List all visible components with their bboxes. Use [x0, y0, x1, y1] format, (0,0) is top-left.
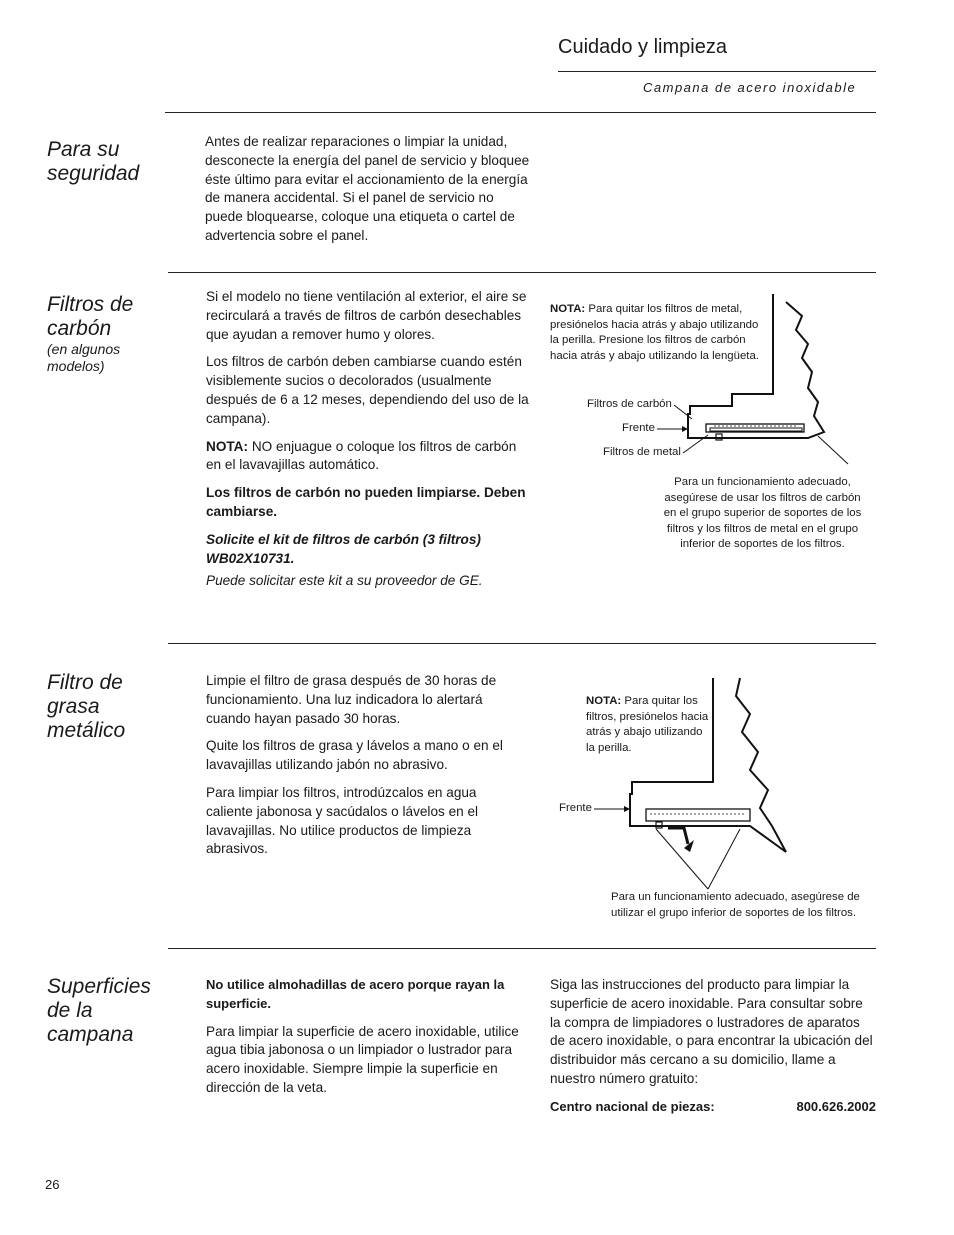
safety-text: Antes de realizar reparaciones o limpiar la unidad, desconecte la energía del panel de servicio y bloquee éste último para evitar el accionamiento de la energía de manera accidental. Si el panel de servicio no puede bloquearse, coloque una etiqueta o cartel de advertencia sobre el panel. — [205, 134, 530, 243]
grease-diagram-note-text: Para quitar los filtros, presiónelos hacia atrás y abajo utilizando la perilla. — [586, 695, 709, 754]
carbon-heading — [47, 293, 157, 375]
surfaces-body-left — [206, 976, 524, 1107]
carbon-diagram-note-text: Para quitar los filtros de metal, presiónelos hacia atrás y abajo utilizando la perilla. Presione los filtros de carbón hacia atrás y abajo utilizando la lengüeta. — [550, 303, 759, 362]
safety-heading-line: Para su — [47, 138, 120, 161]
diagram-label-front: Frente — [559, 802, 592, 814]
carbon-note-label: NOTA: — [206, 438, 249, 454]
carbon-body — [206, 288, 531, 600]
grease-body — [206, 672, 524, 868]
section-divider — [168, 948, 876, 949]
grease-heading-line: metálico — [47, 719, 126, 742]
page-header-subtitle: Campana de acero inoxidable — [643, 80, 857, 95]
grease-diagram-caption: Para un funcionamiento adecuado, asegúrese de utilizar el grupo inferior de soportes de los filtros. — [611, 891, 860, 919]
page-number: 26 — [45, 1177, 60, 1192]
parts-center-phone: 800.626.2002 — [796, 1098, 876, 1114]
grease-paragraph: Quite los filtros de grasa y lávelos a mano o en el lavavajillas utilizando jabón no abrasivo. — [206, 738, 503, 773]
surfaces-body-right — [550, 976, 876, 1118]
grease-heading — [47, 671, 125, 743]
carbon-paragraph: Si el modelo no tiene ventilación al exterior, el aire se recirculará a través de filtros de carbón desechables que ayudan a remover humo y olores. — [206, 289, 527, 342]
section-divider — [168, 643, 876, 644]
section-divider — [168, 272, 876, 273]
carbon-heading-sub: (en algunos modelos) — [47, 341, 121, 374]
grease-filter-diagram — [550, 674, 800, 894]
surfaces-heading-line: de la — [47, 999, 93, 1022]
surfaces-paragraph: Siga las instrucciones del producto para limpiar la superficie de acero inoxidable. Para consultar sobre la compra de limpiadores o lustradores de aparatos de acero inoxidable, o para encontrar la ubicación del distribuidor más cercano a su domicilio, llame a nuestro número gratuito: — [550, 977, 873, 1086]
diagram-label-metal-filters: Filtros de metal — [603, 446, 681, 458]
carbon-heading-line: Filtros de — [47, 293, 134, 316]
grease-heading-line: grasa — [47, 695, 100, 718]
carbon-paragraph: Los filtros de carbón deben cambiarse cuando estén visiblemente sucios o decolorados (usualmente después de 6 a 12 meses, dependiendo del uso de la campana). — [206, 354, 529, 426]
page-header-title: Cuidado y limpieza — [558, 36, 727, 58]
surfaces-heading-line: Superficies — [47, 975, 151, 998]
safety-heading — [47, 138, 139, 186]
surfaces-warning: No utilice almohadillas de acero porque rayan la superficie. — [206, 977, 505, 1011]
surfaces-paragraph: Para limpiar la superficie de acero inoxidable, utilice agua tibia jabonosa o un limpiador o lustrador para acero inoxidable. Siempre limpie la superficie en dirección de la veta. — [206, 1023, 519, 1095]
header-divider — [558, 71, 876, 72]
grease-heading-line: Filtro de — [47, 671, 123, 694]
grease-paragraph: Limpie el filtro de grasa después de 30 horas de funcionamiento. Una luz indicadora lo alertará cuando hayan pasado 30 horas. — [206, 673, 497, 726]
carbon-heading-line: carbón — [47, 317, 112, 340]
diagram-label-carbon-filters: Filtros de carbón — [587, 398, 672, 410]
grease-diagram-note-label: NOTA: — [586, 695, 622, 707]
carbon-note-paragraph — [206, 438, 531, 476]
carbon-kit-paragraph: Solicite el kit de filtros de carbón (3 filtros) WB02X10731. — [206, 531, 481, 566]
carbon-diagram-note-label: NOTA: — [550, 303, 586, 315]
parts-center-label: Centro nacional de piezas: — [550, 1098, 715, 1114]
carbon-paragraph: Puede solicitar este kit a su proveedor de GE. — [206, 573, 483, 589]
grease-paragraph: Para limpiar los filtros, introdúzcalos en agua caliente jabonosa y sacúdalos o lávelos en el lavavajillas. No utilice productos de limpieza abrasivos. — [206, 784, 479, 857]
diagram-label-front: Frente — [622, 422, 655, 434]
carbon-diagram-caption: Para un funcionamiento adecuado, asegúrese de usar los filtros de carbón en el grupo superior de soportes de los filtros y los filtros de metal en el grupo inferior de soportes de los filtros. — [663, 476, 862, 550]
section-divider — [165, 112, 876, 113]
surfaces-heading — [47, 975, 151, 1047]
surfaces-heading-line: campana — [47, 1023, 134, 1046]
carbon-filter-diagram — [550, 288, 860, 468]
carbon-paragraph: Los filtros de carbón no pueden limpiarse. Deben cambiarse. — [206, 485, 526, 519]
carbon-note-text: NO enjuague o coloque los filtros de carbón en el lavavajillas automático. — [206, 438, 517, 473]
safety-heading-line: seguridad — [47, 162, 140, 185]
parts-center-row — [550, 1098, 876, 1118]
